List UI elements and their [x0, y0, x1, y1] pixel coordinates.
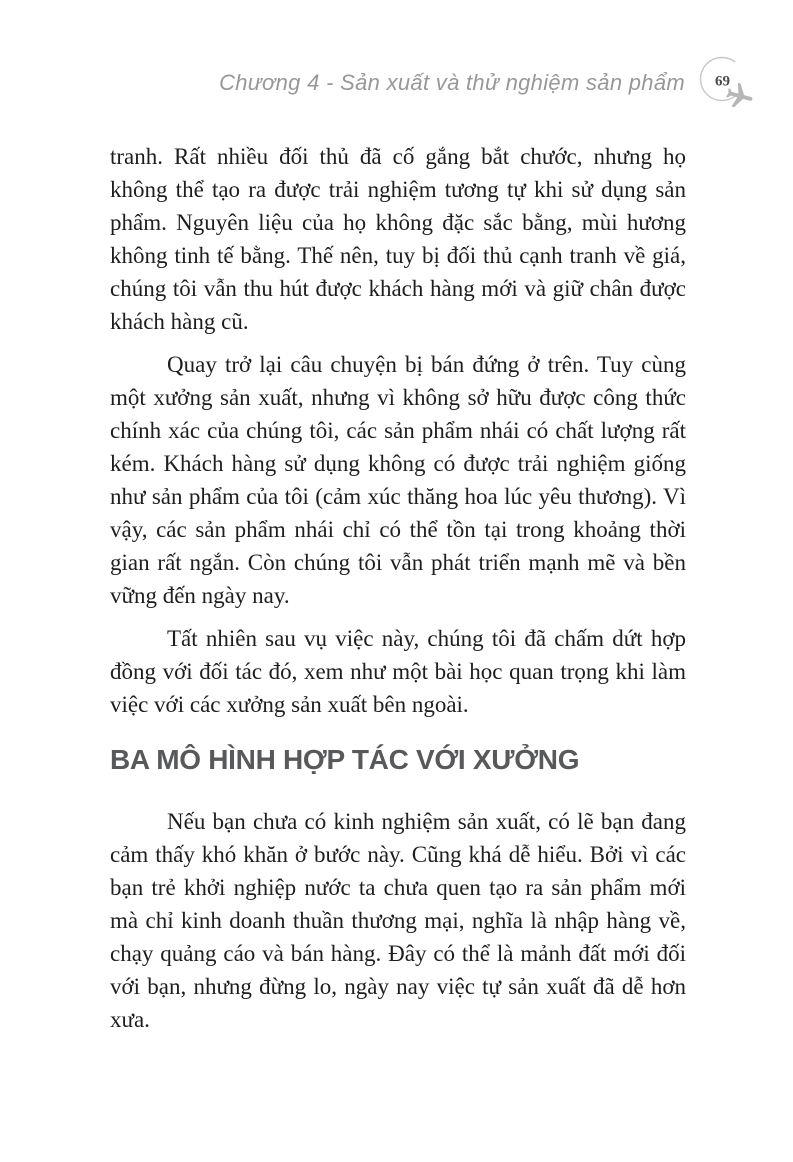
- paragraph: Tất nhiên sau vụ việc này, chúng tôi đã chấm dứt hợp đồng với đối tác đó, xem như một bài học quan trọng khi làm việc với các xưởng sản xuất bên ngoài.: [110, 626, 686, 717]
- section-heading: BA MÔ HÌNH HỢP TÁC VỚI XƯỞNG: [110, 744, 580, 775]
- page-number-badge: [697, 54, 765, 118]
- page-header: [0, 0, 793, 120]
- paragraph: tranh. Rất nhiều đối thủ đã cố gắng bắt chước, nhưng họ không thể tạo ra được trải nghiệm tương tự khi sử dụng sản phẩm. Nguyên liệu của họ không đặc sắc bằng, mùi hương không tinh tế bằng. Thế nên, tuy bị đối thủ cạnh tranh về giá, chúng tôi vẫn thu hút được khách hàng mới và giữ chân được khách hàng cũ.: [110, 144, 686, 334]
- page-number: 69: [715, 73, 730, 90]
- paragraph: Nếu bạn chưa có kinh nghiệm sản xuất, có lẽ bạn đang cảm thấy khó khăn ở bước này. Cũng khá dễ hiểu. Bởi vì các bạn trẻ khởi nghiệp nước ta chưa quen tạo ra sản phẩm mới mà chỉ kinh doanh thuần thương mại, nghĩa là nhập hàng về, chạy quảng cáo và bán hàng. Đây có thể là mảnh đất mới đối với bạn, nhưng đừng lo, ngày nay việc tự sản xuất đã dễ hơn xưa.: [110, 809, 686, 1032]
- page-body: [110, 120, 686, 1036]
- running-header-title: Chương 4 - Sản xuất và thử nghiệm sản phẩm: [219, 70, 685, 95]
- paragraph: Quay trở lại câu chuyện bị bán đứng ở trên. Tuy cùng một xưởng sản xuất, nhưng vì không sở hữu được công thức chính xác của chúng tôi, các sản phẩm nhái có chất lượng rất kém. Khách hàng sử dụng không có được trải nghiệm giống như sản phẩm của tôi (cảm xúc thăng hoa lúc yêu thương). Vì vậy, các sản phẩm nhái chỉ có thể tồn tại trong khoảng thời gian rất ngắn. Còn chúng tôi vẫn phát triển mạnh mẽ và bền vững đến ngày nay.: [110, 352, 686, 608]
- page-badge-graphic: [697, 54, 765, 118]
